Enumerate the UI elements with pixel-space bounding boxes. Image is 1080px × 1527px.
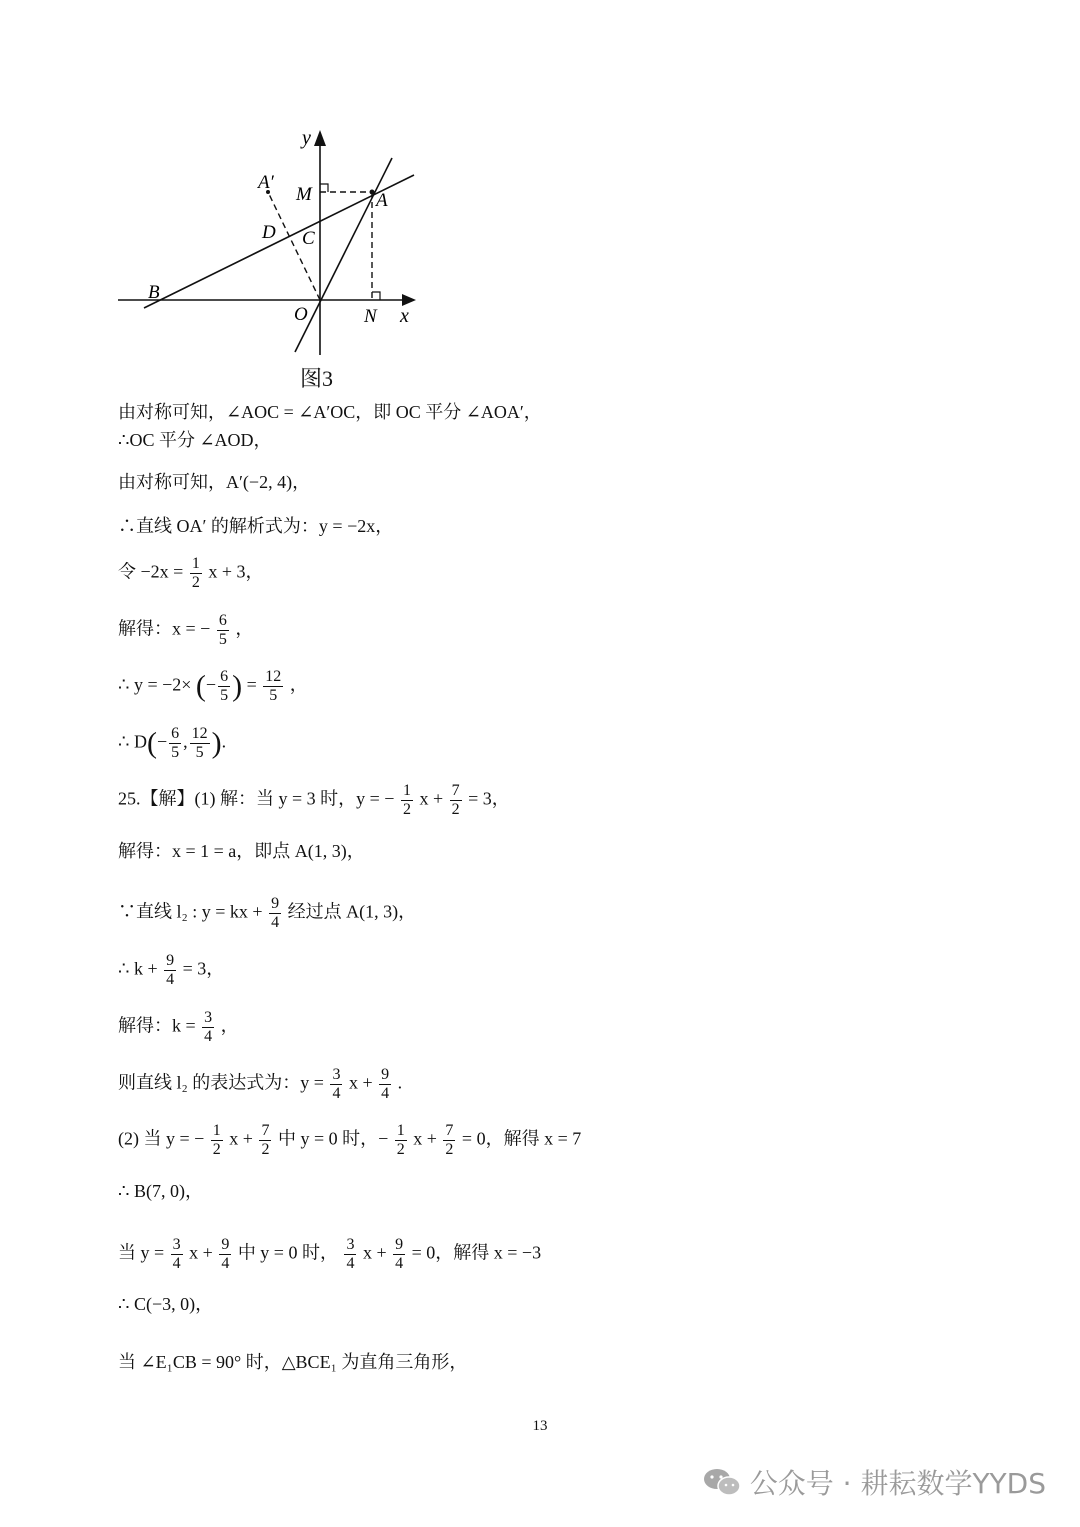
fraction-seven-halves-2: $\frac{7}{2}$ (261, 1122, 270, 1158)
label-c: C (302, 228, 315, 249)
l7-pre: ∴ y = −2× (118, 674, 192, 695)
text-line-13 (118, 1009, 239, 1046)
text-line-7: ∴ y = −2× (− $\frac{6}{5}$ ) = $\frac{12}{5}$ ， (118, 668, 308, 704)
fraction-three-quarters-4: $\frac{3}{4}$ (346, 1236, 355, 1272)
text-line-16: ∴ B(7, 0)， (118, 1181, 203, 1201)
l14-post: . (397, 1072, 403, 1093)
fraction-six-fifths: $\frac{6}{5}$ (218, 612, 227, 648)
fraction-half-3: $\frac{1}{2}$ (212, 1122, 221, 1158)
fraction-six-fifths-2: $\frac{6}{5}$ (220, 668, 229, 704)
fraction-three-quarters-3: $\frac{3}{4}$ (172, 1236, 181, 1272)
label-b: B (148, 282, 160, 303)
l8-pre: ∴ D (118, 731, 147, 752)
text-line-17 (118, 1236, 541, 1273)
watermark-text: 公众号 · 耕耘数学YYDS (749, 1467, 1046, 1500)
fraction-nine-quarters-4: $\frac{9}{4}$ (221, 1236, 230, 1272)
fraction-half-4: $\frac{1}{2}$ (396, 1122, 405, 1158)
fraction-nine-quarters-2: $\frac{9}{4}$ (166, 952, 175, 988)
fraction-nine-quarters-3: $\frac{9}{4}$ (381, 1066, 390, 1102)
l11-post: 经过点 A(1, 3)， (287, 901, 417, 922)
label-d: D (262, 222, 276, 243)
coordinate-figure (110, 120, 430, 390)
label-y: y (302, 127, 311, 149)
fraction-seven-halves-3: $\frac{7}{2}$ (445, 1122, 454, 1158)
text-line-19: 当 ∠E₁CB = 90° 时，△BCE₁ 为直角三角形， (118, 1352, 468, 1372)
l17-post: = 0，解得 x = −3 (411, 1242, 542, 1263)
l17-b: 中 y = 0 时， (237, 1242, 338, 1263)
text-line-4: ∴直线 OA′ 的解析式为：y = −2x， (118, 516, 394, 536)
text-line-9 (118, 782, 510, 819)
l17-a: x + (189, 1242, 213, 1263)
fraction-half: $\frac{1}{2}$ (191, 555, 200, 591)
text-line-3: 由对称可知，A′(−2, 4)， (118, 472, 311, 492)
text-line-18: ∴ C(−3, 0)， (118, 1294, 214, 1314)
l5-post: x + 3， (208, 561, 264, 582)
fraction-d-y: $\frac{12}{5}$ (191, 725, 208, 761)
fraction-three-quarters: $\frac{3}{4}$ (204, 1009, 213, 1045)
fraction-half-2: $\frac{1}{2}$ (402, 782, 411, 818)
text-line-11 (118, 895, 416, 932)
l11-pre: ∵直线 l₂ : y = kx + (118, 901, 263, 922)
l6-post: ， (235, 618, 254, 639)
text-line-14 (118, 1066, 402, 1103)
label-a: A (376, 190, 388, 211)
l13-pre: 解得：k = (118, 1015, 196, 1036)
label-o: O (294, 304, 308, 325)
right-angle-n (372, 292, 380, 300)
l15-b: 中 y = 0 时，− (277, 1128, 389, 1149)
figure-caption: 图3 (300, 366, 334, 391)
wechat-icon (702, 1466, 742, 1498)
text-line-15 (118, 1122, 581, 1159)
l9-post: = 3， (468, 788, 510, 809)
l6-pre: 解得：x = − (118, 618, 211, 639)
label-x: x (400, 305, 409, 327)
l12-pre: ∴ k + (118, 958, 158, 979)
l7-mid: = (246, 674, 257, 695)
l15-post: = 0，解得 x = 7 (461, 1128, 582, 1149)
text-line-1: 由对称可知，∠AOC = ∠A′OC，即 OC 平分 ∠AOA′， (118, 402, 542, 422)
l15-c: x + (413, 1128, 437, 1149)
l7-post: ， (289, 674, 308, 695)
text-line-5 (118, 555, 263, 592)
text-line-2: ∴OC 平分 ∠AOD， (118, 430, 272, 450)
y-axis-arrow (314, 130, 326, 146)
fraction-seven-halves: $\frac{7}{2}$ (451, 782, 460, 818)
point-a (370, 190, 375, 195)
l5-pre: 令 −2x = (118, 561, 184, 582)
text-line-6 (118, 612, 253, 649)
text-line-8: ∴ D(− $\frac{6}{5}$ , $\frac{12}{5}$ ). (118, 725, 227, 761)
l15-pre: (2) 当 y = − (118, 1128, 205, 1149)
fraction-nine-quarters-5: $\frac{9}{4}$ (395, 1236, 404, 1272)
text-line-12 (118, 952, 224, 989)
l14-pre: 则直线 l₂ 的表达式为：y = (118, 1072, 324, 1093)
text-line-10: 解得：x = 1 = a，即点 A(1, 3)， (118, 841, 365, 861)
l15-a: x + (229, 1128, 253, 1149)
fraction-three-quarters-2: $\frac{3}{4}$ (332, 1066, 341, 1102)
l9-pre: 25.【解】(1) 解：当 y = 3 时，y = − (118, 788, 395, 809)
label-a-prime: A′ (258, 172, 274, 193)
l12-post: = 3， (182, 958, 225, 979)
l8-post: . (221, 731, 227, 752)
l9-mid: x + (419, 788, 444, 809)
page-number: 13 (532, 1418, 548, 1434)
l17-c: x + (362, 1242, 387, 1263)
label-m: M (296, 184, 312, 205)
l14-mid: x + (348, 1072, 373, 1093)
label-n: N (364, 306, 377, 327)
right-angle-m (320, 184, 328, 192)
l17-pre: 当 y = (118, 1242, 165, 1263)
fraction-d-x: $\frac{6}{5}$ (171, 725, 180, 761)
fraction-nine-quarters: $\frac{9}{4}$ (271, 895, 280, 931)
fraction-twelve-fifths: $\frac{12}{5}$ (265, 668, 282, 704)
watermark (702, 1462, 1046, 1502)
l13-post: ， (220, 1015, 239, 1036)
